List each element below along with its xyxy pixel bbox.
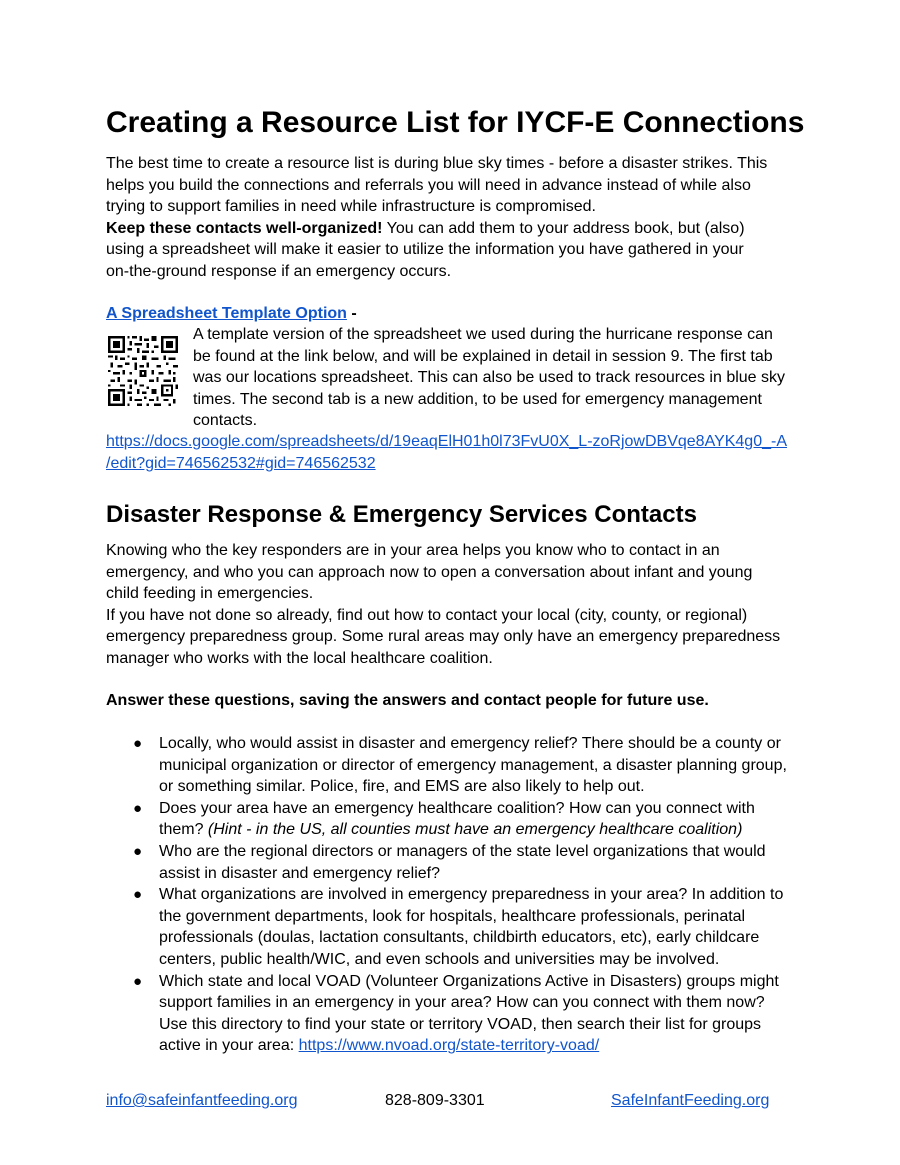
- bullet-icon: ●: [133, 972, 143, 990]
- template-line: was our locations spreadsheet. This can also be used to track resources in blue sky: [193, 369, 786, 387]
- list-item-line: Use this directory to find your state or territory VOAD, then search their list for groups: [159, 1015, 762, 1033]
- list-item: [106, 733, 806, 798]
- list-item-line: Locally, who would assist in disaster and emergency relief? There should be a county or: [159, 735, 781, 752]
- template-description: [193, 324, 803, 432]
- list-item: [106, 841, 806, 884]
- footer-email-link[interactable]: info@safeinfantfeeding.org: [106, 1092, 298, 1109]
- list-item-line: [159, 1035, 806, 1057]
- list-item: [106, 798, 806, 841]
- list-item-line: centers, public health/WIC, and even schools and universities may be involved.: [159, 950, 720, 968]
- list-item-line: or something similar. Police, fire, and EMS are also likely to help out.: [159, 778, 645, 796]
- list-item: [106, 884, 806, 970]
- list-item-line: the government departments, look for hospitals, healthcare professionals, perinatal: [159, 907, 746, 925]
- intro-paragraph: [106, 153, 806, 283]
- list-item-line: [159, 819, 806, 841]
- bullet-icon: ●: [133, 842, 143, 860]
- qr-code-icon: [108, 336, 178, 406]
- list-item-line: assist in disaster and emergency relief?: [159, 864, 441, 882]
- organize-line: [106, 218, 806, 240]
- spreadsheet-url: [106, 431, 787, 474]
- list-item-line: Which state and local VOAD (Volunteer Organizations Active in Disasters) groups might: [159, 972, 779, 990]
- list-item-line: professionals (doulas, lactation consultants, childbirth educators, etc), early childcare: [159, 929, 760, 947]
- template-line: be found at the link below, and will be explained in detail in session 9. The first tab: [193, 347, 773, 365]
- list-item-text: them?: [159, 821, 208, 839]
- template-line: A template version of the spreadsheet we used during the hurricane response can: [193, 326, 773, 343]
- list-item-text: active in your area:: [159, 1037, 299, 1055]
- section-paragraph: [106, 540, 806, 670]
- footer-phone: 828-809-3301: [385, 1092, 485, 1109]
- list-item-line: Who are the regional directors or managers of the state level organizations that would: [159, 842, 766, 860]
- organize-bold-lead: Keep these contacts well-organized!: [106, 219, 383, 237]
- spreadsheet-url-link-continued[interactable]: /edit?gid=746562532#gid=746562532: [106, 454, 376, 472]
- page-title: Creating a Resource List for IYCF-E Connections: [106, 106, 805, 139]
- question-list: [106, 733, 806, 1057]
- organize-rest: You can add them to your address book, but (also): [382, 219, 745, 237]
- organize-line: on-the-ground response if an emergency occurs.: [106, 262, 452, 280]
- bullet-icon: ●: [133, 735, 143, 752]
- voad-directory-link[interactable]: https://www.nvoad.org/state-territory-voad/: [298, 1037, 600, 1055]
- organize-line: using a spreadsheet will make it easier to utilize the information you have gathered in your: [106, 241, 744, 259]
- paragraph-line: Knowing who the key responders are in your area helps you know who to contact in an: [106, 542, 720, 559]
- paragraph-line: child feeding in emergencies.: [106, 585, 314, 603]
- list-item-line: support families in an emergency in your area? How can you connect with them now?: [159, 994, 765, 1012]
- template-line: times. The second tab is a new addition, to be used for emergency management: [193, 390, 762, 408]
- list-item-line: What organizations are involved in emergency preparedness in your area? In addition to: [159, 886, 784, 904]
- footer-website-link[interactable]: SafeInfantFeeding.org: [611, 1092, 770, 1109]
- paragraph-line: emergency, and who you can approach now to open a conversation about infant and young: [106, 563, 753, 581]
- intro-line: helps you build the connections and referrals you will need in advance instead of while also: [106, 176, 751, 194]
- paragraph-line: If you have not done so already, find out how to contact your local (city, county, or regional): [106, 606, 748, 624]
- bullet-icon: ●: [133, 886, 143, 904]
- paragraph-line: emergency preparedness group. Some rural areas may only have an emergency preparedness: [106, 628, 781, 646]
- template-heading: [106, 303, 806, 325]
- intro-line: The best time to create a resource list is during blue sky times - before a disaster strikes. This: [106, 155, 768, 172]
- template-dash: -: [346, 305, 357, 322]
- bullet-icon: ●: [133, 799, 143, 817]
- intro-line: trying to support families in need while infrastructure is compromised.: [106, 198, 596, 216]
- list-item-line: municipal organization or director of emergency management, a disaster planning group,: [159, 756, 787, 774]
- list-item-line: Does your area have an emergency healthcare coalition? How can you connect with: [159, 799, 755, 817]
- instruction-text: Answer these questions, saving the answers and contact people for future use.: [106, 692, 709, 709]
- template-line: contacts.: [193, 412, 258, 430]
- template-link[interactable]: A Spreadsheet Template Option: [106, 305, 347, 322]
- paragraph-line: manager who works with the local healthcare coalition.: [106, 649, 493, 667]
- hint-text: (Hint - in the US, all counties must have an emergency healthcare coalition): [207, 821, 743, 839]
- section-heading: Disaster Response & Emergency Services Contacts: [106, 501, 697, 528]
- spreadsheet-url-link[interactable]: https://docs.google.com/spreadsheets/d/19eaqElH01h0l73FvU0X_L-zoRjowDBVqe8AYK4g0_-A: [106, 433, 787, 450]
- list-item: [106, 971, 806, 1057]
